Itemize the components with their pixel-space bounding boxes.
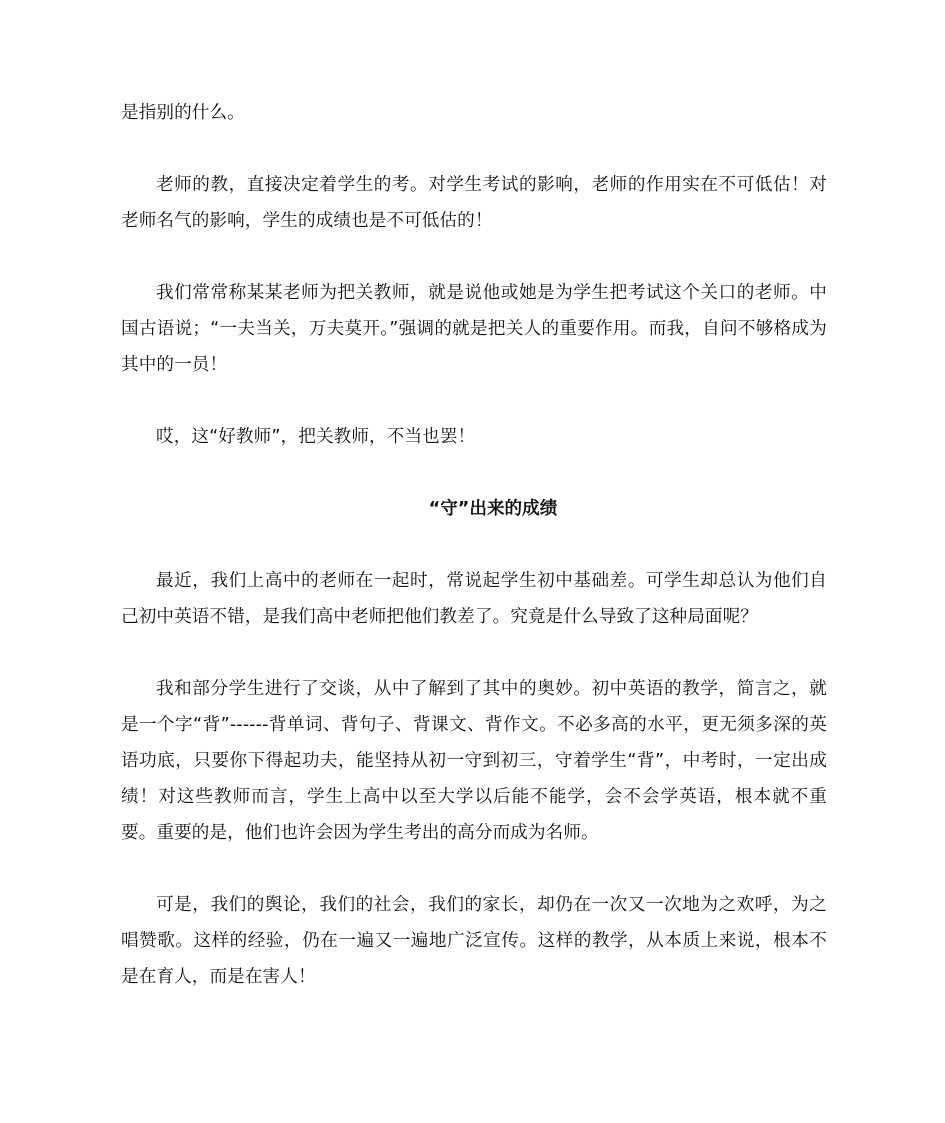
paragraph-good-teacher-sigh: 哎，这“好教师”，把关教师，不当也罢！ xyxy=(156,427,476,447)
paragraph-teacher-influence: 老师的教，直接决定着学生的考。对学生考试的影响，老师的作用实在不可低估！对老师名气的影响，学生的成绩也是不可低估的！ xyxy=(121,175,827,231)
paragraph-junior-foundation: 最近，我们上高中的老师在一起时，常说起学生初中基础差。可学生却总认为他们自己初中英语不错，是我们高中老师把他们教差了。究竟是什么导致了这种局面呢？ xyxy=(121,571,827,627)
paragraph-gatekeeper-teacher: 我们常常称某某老师为把关教师，就是说他或她是为学生把考试这个关口的老师。中国古语说；“一夫当关，万夫莫开。”强调的就是把关人的重要作用。而我，自问不够格成为其中的一员！ xyxy=(121,283,827,375)
document-body xyxy=(121,95,827,1031)
paragraph-memorize-teaching: 我和部分学生进行了交谈，从中了解到了其中的奥妙。初中英语的教学，简言之，就是一个字“背”------背单词、背句子、背课文、背作文。不必多高的水平，更无须多深的英语功底，只要你下得起功夫，能坚持从初一守到初三，守着学生“背”，中考时，一定出成绩！对这些教师而言，学生上高中以至大学以后能不能学，会不会学英语，根本就不重要。重要的是，他们也许会因为学生考出的高分而成为名师。 xyxy=(121,679,827,843)
section-title: “守”出来的成绩 xyxy=(428,499,558,519)
paragraph-society-praise: 可是，我们的舆论，我们的社会，我们的家长，却仍在一次又一次地为之欢呼，为之唱赞歌。这样的经验，仍在一遍又一遍地广泛宣传。这样的教学，从本质上来说，根本不是在育人，而是在害人！ xyxy=(121,895,827,987)
paragraph-continuation: 是指别的什么。 xyxy=(121,103,245,123)
